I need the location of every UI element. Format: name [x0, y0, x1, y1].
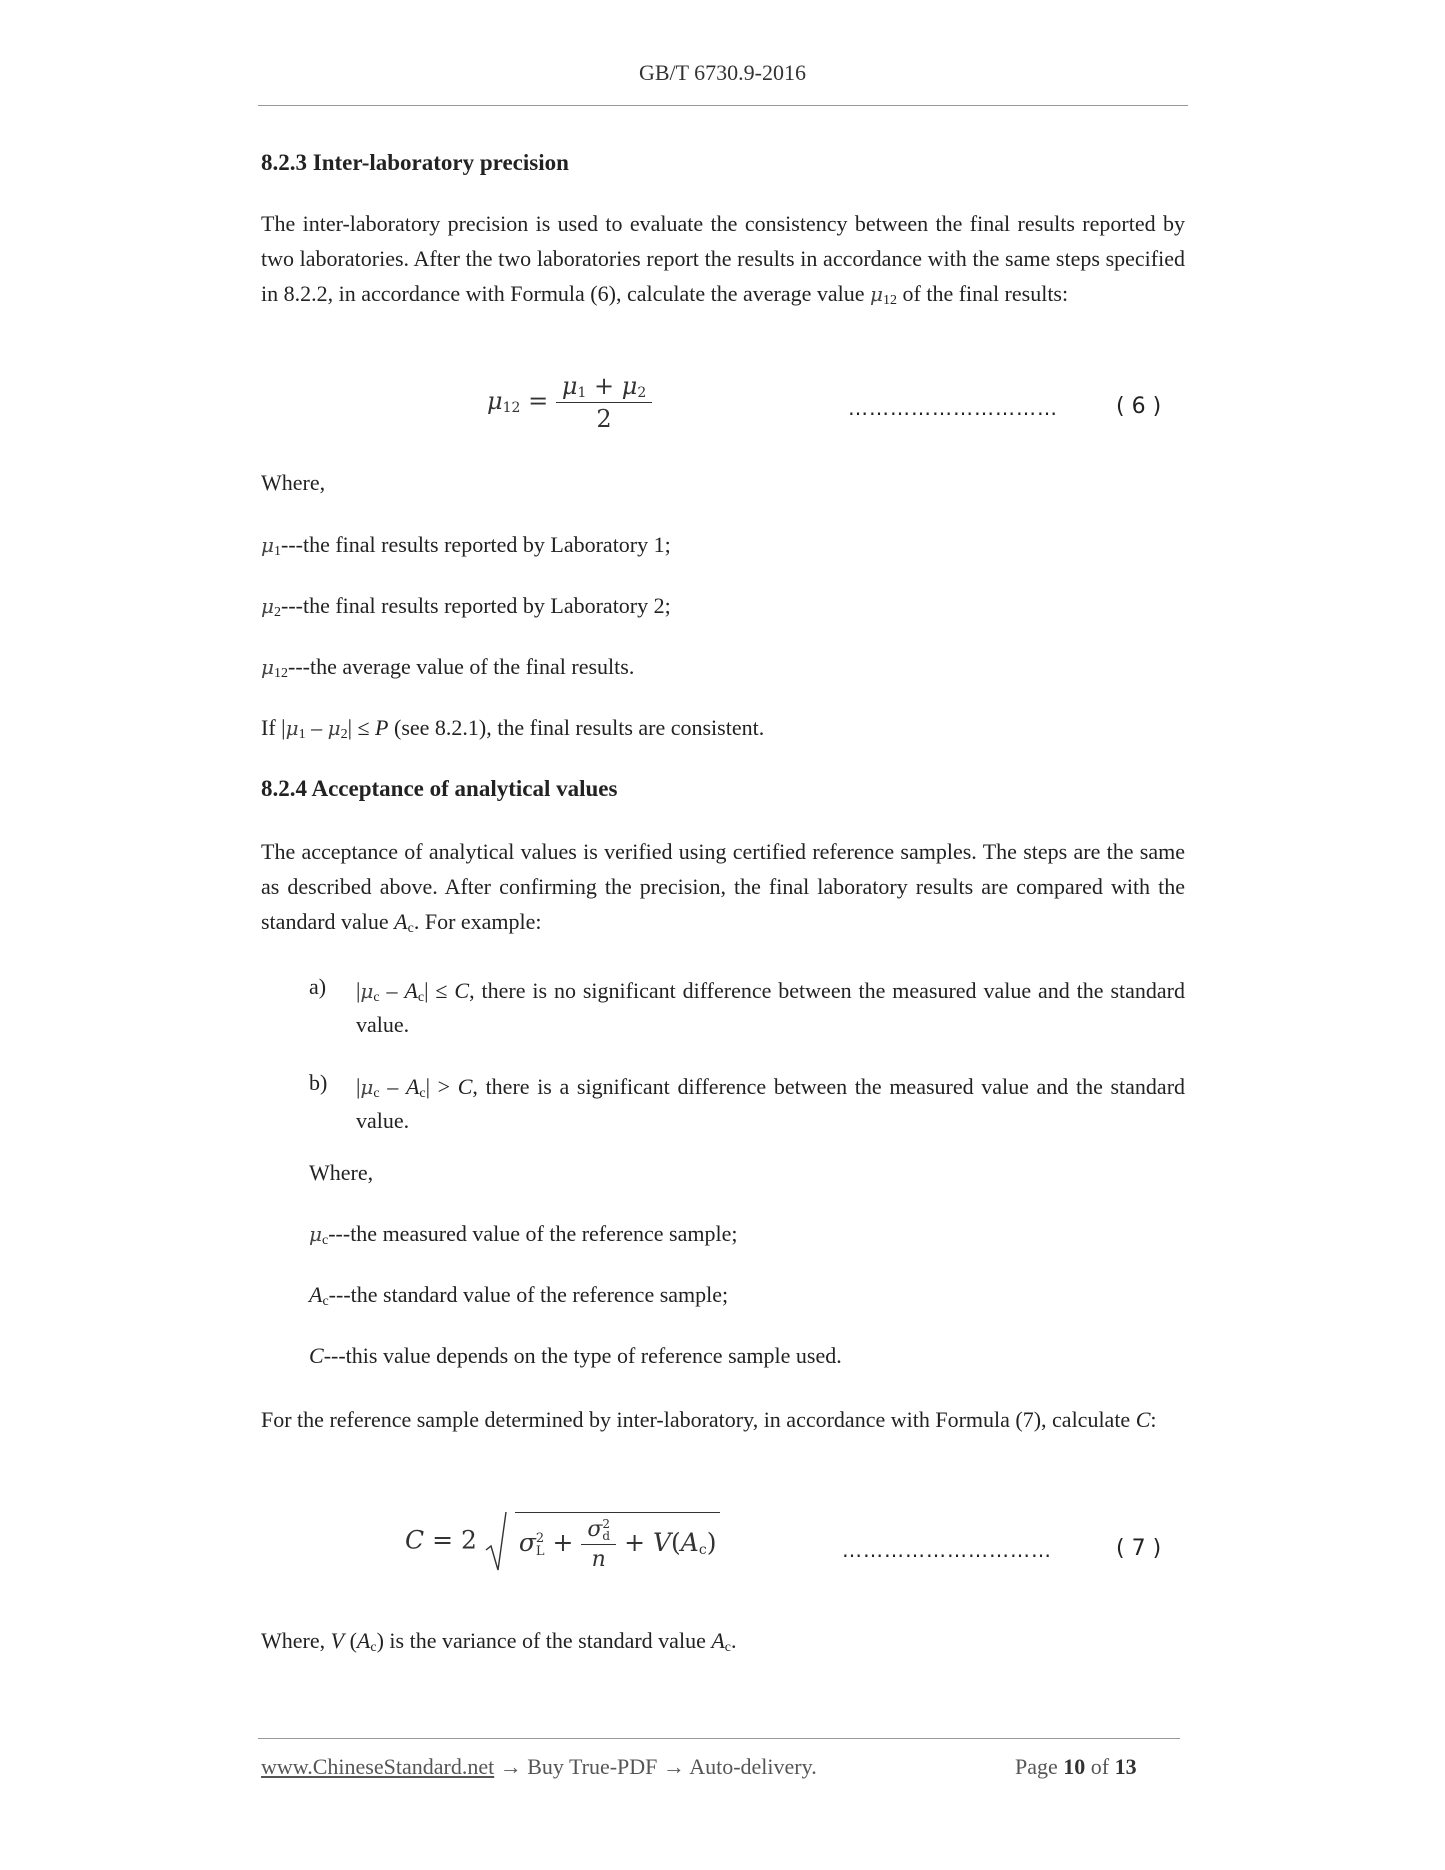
def-symbol: μ [261, 533, 274, 557]
formula7-numerator [581, 1517, 616, 1545]
final-a2-sub: c [724, 1640, 731, 1655]
header-divider [258, 105, 1188, 106]
final-mid: is the variance of the standard value [383, 1628, 712, 1653]
formula6-lhs: μ [487, 387, 503, 415]
footer-site-link[interactable]: www.ChineseStandard.net [261, 1754, 495, 1779]
sigma-l-sub: L [535, 1543, 545, 1559]
consistency-condition [261, 715, 764, 741]
sigma-d-scripts [602, 1518, 610, 1542]
item-mu: μ [360, 1075, 374, 1099]
formula6-numerator [556, 372, 652, 403]
def-subscript: c [322, 1294, 329, 1309]
definition-ac [309, 1282, 728, 1308]
ac-symbol: A [394, 909, 408, 934]
item-a: A [404, 978, 418, 1003]
variance-statement: Where, V $(A_c)$ is the variance of the standard value $A_c$. [261, 1628, 737, 1655]
formula-7 [405, 1510, 720, 1574]
formula6-denominator: 2 [596, 405, 612, 433]
item-a-sub: c [419, 1086, 426, 1101]
item-a: A [405, 1074, 420, 1099]
definition-mu12 [261, 654, 634, 680]
def-symbol: μ [261, 594, 274, 618]
formula7-leader-dots: ………………………… [842, 1538, 1052, 1562]
document-code-header: GB/T 6730.9-2016 [638, 60, 807, 85]
footer-divider [258, 1738, 1180, 1739]
item-c: C [457, 1074, 473, 1099]
def-subscript: 12 [274, 666, 288, 681]
list-item-b-label: b) [309, 1070, 328, 1095]
formula7-a: A [680, 1528, 699, 1557]
final-prefix: Where, [261, 1628, 331, 1653]
formula7-v: V [652, 1528, 672, 1557]
def-text: ---this value depends on the type of reference sample used. [323, 1343, 842, 1368]
formula7-fraction [581, 1517, 616, 1572]
item-mu: μ [360, 979, 374, 1003]
intro-paragraph-8-2-4 [261, 834, 1185, 939]
list-item-a-label: a) [309, 974, 327, 999]
def-text: ---the measured value of the reference sample; [328, 1221, 738, 1246]
formula7-number: ( 7 ) [1116, 1536, 1162, 1561]
item-c: C [454, 978, 470, 1003]
cond-mu2: μ [327, 716, 341, 740]
paragraph-formula-7-intro [261, 1402, 1185, 1437]
para2-text: For the reference sample determined by inter-laboratory, in accordance with Formula (7), calculate [261, 1407, 1136, 1432]
def-symbol: μ [309, 1222, 322, 1246]
ac-subscript: c [407, 921, 414, 936]
para-text-end: of the final results: [897, 281, 1069, 306]
formula7-plus-2: + [624, 1528, 646, 1557]
formula6-equals: = [528, 387, 549, 415]
formula6-number: ( 6 ) [1116, 394, 1162, 419]
list-item-b-text: $|\mu_c - A_c| > C$, there is a significant difference between the measured value and the standard value. [356, 1074, 1186, 1133]
sigma-l-sup: 2 [535, 1530, 545, 1546]
footer-buy-text: Buy True-PDF [527, 1754, 658, 1779]
sqrt-sign-icon [485, 1510, 507, 1574]
definition-mu2 [261, 593, 671, 619]
sqrt-radicand: σ 2 L + σ 2 d n + $V(A_c)$ [515, 1512, 721, 1572]
definition-c [309, 1343, 842, 1369]
page-word: Page [1015, 1754, 1058, 1779]
definition-mu1 [261, 532, 671, 558]
page-indicator [1015, 1754, 1137, 1780]
item-dash: – [379, 978, 405, 1003]
page-number: 10 [1063, 1754, 1086, 1779]
mu-symbol: μ [870, 282, 884, 306]
definition-muc [309, 1221, 737, 1247]
formula6-mu1: μ [561, 372, 578, 400]
cond-p: P [375, 715, 389, 740]
def-subscript: 2 [274, 605, 281, 620]
sigma-d: σ [587, 1517, 603, 1542]
para-text: The inter-laboratory precision is used to evaluate the consistency between the final results reported by two laboratories. After the two laboratories report the results in accordance with the same steps specified in 8.2.2, in accordance with Formula (6), calculate the average value [261, 211, 1185, 306]
para-text-end: . For example: [413, 909, 542, 934]
para2-end: : [1150, 1407, 1157, 1432]
cond-le: | ≤ [347, 715, 376, 740]
item-op: | ≤ [424, 978, 455, 1003]
formula6-fraction [556, 372, 652, 433]
formula6-mu1-sub: 1 [577, 385, 587, 401]
cond-mu1: μ [285, 716, 299, 740]
footer-promo [261, 1754, 817, 1780]
item-text: , there is a significant difference between the measured value and the standard value. [356, 1074, 1186, 1133]
of-word: of [1090, 1754, 1110, 1779]
final-a-sub: c [370, 1640, 377, 1655]
where-label-2: Where, [309, 1160, 374, 1185]
cond-minus: – [305, 715, 328, 740]
def-text: ---the final results reported by Laboratory 2; [281, 593, 671, 618]
def-subscript: 1 [274, 544, 281, 559]
para2-c: C [1135, 1407, 1151, 1432]
formula7-a-sub: c [698, 1542, 707, 1558]
formula7-plus-1: + [552, 1528, 574, 1557]
def-subscript: c [322, 1233, 329, 1248]
formula6-lhs-sub: 12 [502, 400, 521, 416]
mu-subscript: 12 [883, 293, 898, 308]
final-a2: A [711, 1628, 725, 1653]
formula6-mu2-sub: 2 [637, 385, 647, 401]
formula6-leader-dots: ………………………… [848, 396, 1058, 420]
item-text: , there is no significant difference between the measured value and the standard value. [356, 978, 1185, 1037]
sigma-d-sup: 2 [602, 1517, 611, 1531]
sigma-l-scripts [536, 1532, 545, 1558]
formula6-mu2: μ [621, 372, 638, 400]
item-mu-sub: c [373, 1086, 380, 1101]
def-text: ---the standard value of the reference sample; [328, 1282, 729, 1307]
formula-6 [487, 372, 652, 433]
cond-suffix: (see 8.2.1), the final results are consistent. [388, 715, 765, 740]
section-heading-8-2-4: 8.2.4 Acceptance of analytical values [261, 776, 618, 801]
cond-prefix: If | [261, 715, 286, 740]
sigma-d-sub: d [602, 1529, 611, 1543]
formula7-denominator: n [591, 1547, 606, 1572]
cond-mu2-sub: 2 [340, 727, 348, 742]
section-heading-8-2-3: 8.2.3 Inter-laboratory precision [261, 150, 569, 175]
item-dash: – [379, 1074, 406, 1099]
arrow-right-icon: → [662, 1754, 685, 1779]
list-item-a-text: $|\mu_c - A_c| \le C$, there is no significant difference between the measured value and the standard value. [356, 978, 1185, 1037]
formula7-sqrt [485, 1510, 721, 1574]
item-mu-sub: c [373, 990, 380, 1005]
page-total: 13 [1114, 1754, 1137, 1779]
para-text: The acceptance of analytical values is verified using certified reference samples. The steps are the same as described above. After confirming the precision, the final laboratory results are compared with the standard value [261, 839, 1185, 934]
def-text: ---the final results reported by Laboratory 1; [281, 532, 671, 557]
def-symbol: μ [261, 655, 274, 679]
def-symbol: A [309, 1282, 323, 1307]
formula7-eq: = 2 [432, 1525, 477, 1555]
arrow-right-icon: → [499, 1754, 522, 1779]
sigma-l: σ [518, 1528, 536, 1557]
formula6-plus: + [594, 372, 615, 400]
intro-paragraph-8-2-3 [261, 206, 1185, 312]
final-end: . [731, 1628, 737, 1653]
item-a-sub: c [417, 990, 425, 1005]
formula7-lhs: C [405, 1525, 425, 1555]
footer-auto-text: Auto-delivery. [689, 1754, 817, 1779]
where-label: Where, [261, 470, 326, 495]
final-v: V [330, 1628, 345, 1653]
final-a: A [356, 1628, 371, 1653]
cond-mu1-sub: 1 [298, 727, 306, 742]
def-text: ---the average value of the final results. [288, 654, 635, 679]
def-symbol: C [309, 1343, 324, 1368]
item-op: | > [425, 1074, 458, 1099]
